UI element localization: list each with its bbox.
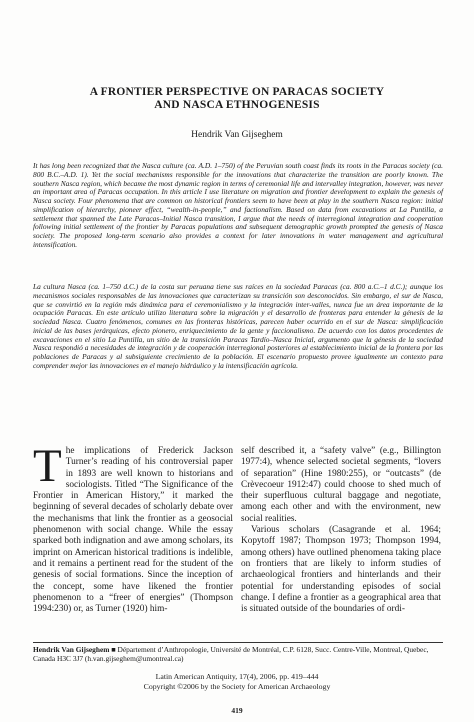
body-paragraph: Various scholars (Casagrande et al. 1964; Kopytoff 1987; Thompson 1973; Thompson 1994, among others) have outlined phenomena taking place on frontiers that are likely to inform studies of archaeological frontiers and hinterlands and their potential for understanding episodes of social change. I define a frontier as a geographical area that is situated outside of the boundaries of ordi- bbox=[241, 525, 441, 615]
body-text: he implications of Frederick Jackson Turner’s reading of his controversial paper in 1893 are well known to historians and sociologists. Titled “The Significance of the Frontier in American History,” it marked the beginning of several decades of scholarly debate over the mechanisms that link the frontier as a geosocial phenomenon with social change. While the essay sparked both indignation and awe among scholars, its imprint on American historical traditions is indelible, and it remains a pertinent read for the student of the genesis of social formations. Since the inception of the concept, some have likened the frontier phenomenon to a “freer of energies” (Thompson 1994:230) or, as Turner (1920) him- bbox=[33, 446, 233, 615]
journal-citation bbox=[30, 672, 444, 691]
affiliation-text: ■ Département d’Anthropologie, Université de Montréal, C.P. 6128, Succ. Centre-Ville, Montreal, Quebec, Canada H3C 3J7 (h.van.gijseghem@umontreal.ca) bbox=[33, 645, 429, 663]
affiliation-author: Hendrik Van Gijseghem bbox=[33, 645, 110, 654]
journal-reference: Latin American Antiquity, 17(4), 2006, pp. 419–444 bbox=[155, 672, 319, 681]
copyright-notice: Copyright ©2006 by the Society for American Archaeology bbox=[143, 681, 331, 691]
abstract-english: It has long been recognized that the Nasca culture (ca. A.D. 1–750) of the Peruvian south coast finds its roots in the Paracas society (ca. 800 B.C.–A.D. 1). Yet the social mechanisms responsible for the innovations that characterize the transition are poorly known. The southern Nasca region, which became the most dynamic region in terms of ceremonial life and intervalley integration, however, was never an important area of Paracas occupation. In this article I use literature on migration and frontier development to explain the genesis of Nasca society. Four phenomena that are common on historical frontiers seem to have been at play in the southern Nasca region: initial simplification of hierarchy, pioneer effect, “wealth-in-people,” and factionalism. Based on data from excavations at La Puntilla, a settlement that spanned the Late Paracas–Initial Nasca transition, I argue that the needs of interregional integration and cooperation following initial settlement of the frontier by Paracas populations and subsequent demographic growth prompted the genesis of Nasca society. The proposed long-term scenario also provides a context for later innovations in water management and agricultural intensification. bbox=[33, 161, 443, 249]
author-name: Hendrik Van Gijseghem bbox=[191, 130, 283, 140]
body-paragraph bbox=[33, 440, 233, 615]
body-paragraph: self described it, a “safety valve” (e.g., Billington 1977:4), whence selected societal segments, “lovers of separation” (Hine 1980:255), or “outcasts” (de Crèvecoeur 1912:47) could choose to shed much of their superfluous cultural baggage and negotiate, among each other and with the environment, new social realities. bbox=[241, 446, 441, 524]
abstract-spanish: La cultura Nasca (ca. 1–750 d.C.) de la costa sur peruana tiene sus raíces en la sociedad Paracas (ca. 800 a.C.–1 d.C.); aunque los mecanismos sociales responsables de las innovaciones que caracterizan su transición son desconocidos. Sin embargo, el sur de Nasca, que se convirtió en la región más dinámica para el ceremonialismo y la integración inter-valles, nunca fue un área importante de la ocupación Paracas. En este artículo utilizo literatura sobre la migración y el desarrollo de fronteras para entender la génesis de la sociedad Nasca. Cuatro fenómenos, comunes en las fronteras históricas, parecen haber ocurrido en el sur de Nasca: simplificación inicial de las bases jerárquicas, efecto pionero, enriquecimiento de la gente y faccionalismo. De acuerdo con los datos procedentes de excavaciones en el sitio La Puntilla, un sitio de la transición Paracas Tardío–Nasca Inicial, argumento que la génesis de la sociedad Nasca respondió a necesidades de integración y de cooperación interregional posteriores al establecimiento inicial de la frontera por las poblaciones de Paracas y al subsiguiente crecimiento de la población. El escenario propuesto provee igualmente un contexto para comprender mejor las innovaciones en el manejo hidráulico y la intensificación agrícola. bbox=[33, 282, 443, 370]
article-title bbox=[30, 86, 444, 112]
footnote-divider bbox=[33, 642, 443, 643]
body-column-right bbox=[241, 446, 441, 615]
title-line-2: AND NASCA ETHNOGENESIS bbox=[154, 99, 320, 111]
author-affiliation bbox=[33, 646, 443, 664]
drop-cap: T bbox=[33, 440, 62, 492]
body-column-left bbox=[33, 440, 233, 615]
title-line-1: A FRONTIER PERSPECTIVE ON PARACAS SOCIETY bbox=[89, 86, 385, 98]
page-number: 419 bbox=[231, 706, 243, 715]
